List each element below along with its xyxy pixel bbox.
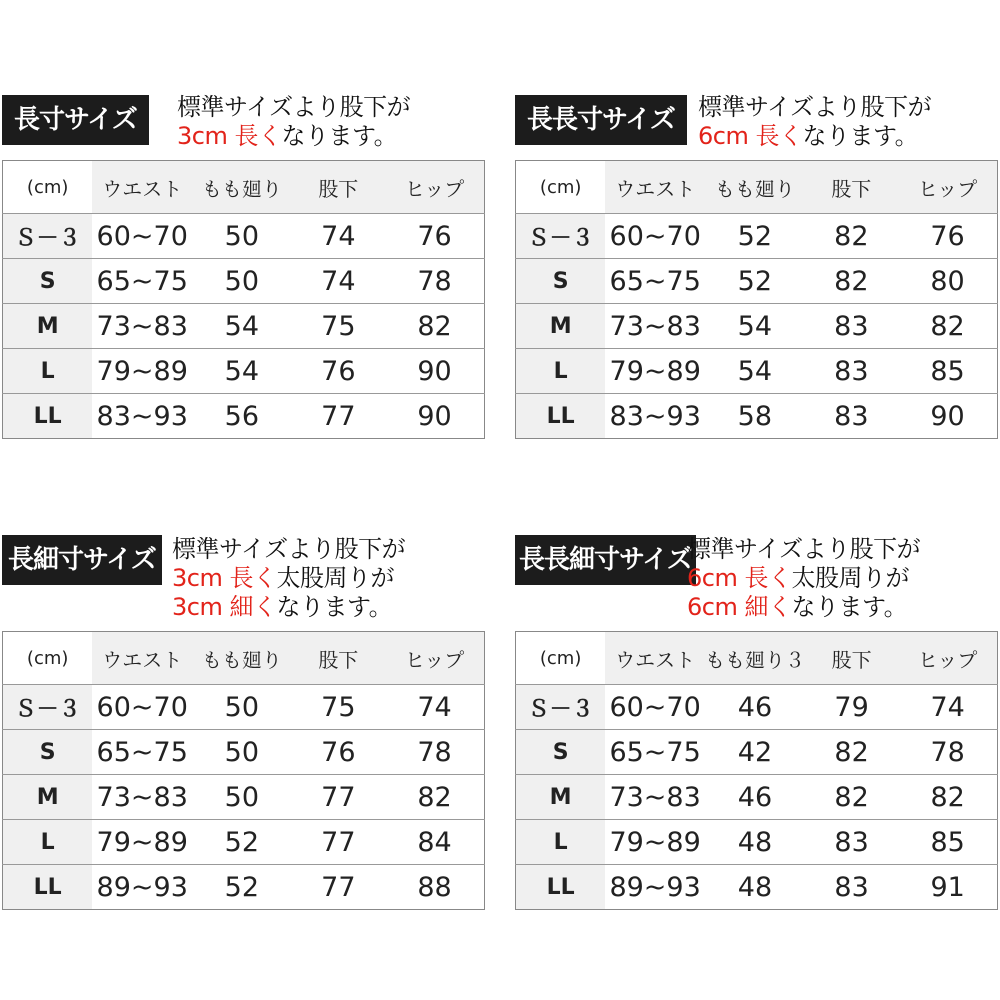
table-cell: 77 <box>321 400 356 432</box>
highlight-text: 6cm 長く <box>687 564 792 592</box>
table-row <box>516 820 998 865</box>
table-cell: 79~89 <box>92 820 192 865</box>
size-label: L <box>3 820 93 865</box>
description-line <box>172 593 405 622</box>
unit-label: (cm) <box>3 632 93 685</box>
table-cell: 52 <box>192 820 291 865</box>
table-cell: 73~83 <box>92 775 192 820</box>
table-cell: 78 <box>385 730 484 775</box>
table-cell: 76 <box>385 214 484 259</box>
description-line <box>687 535 920 564</box>
table-cell: 82 <box>805 730 898 775</box>
size-label: Ｓ－３ <box>516 214 606 259</box>
table-cell: 79 <box>805 685 898 730</box>
description-line <box>698 122 931 151</box>
table-cell: 76 <box>898 214 997 259</box>
table-cell: 82 <box>805 259 899 304</box>
description-line <box>177 93 410 122</box>
size-description <box>177 93 410 151</box>
table-cell: 91 <box>930 871 965 903</box>
table-cell: 79~89 <box>92 349 192 394</box>
size-label: S <box>3 730 93 775</box>
column-header: ウエスト <box>92 161 192 214</box>
table-cell: 52 <box>705 259 804 304</box>
highlight-text: 3cm 細く <box>172 593 277 621</box>
description-line <box>687 564 920 593</box>
table-cell: 54 <box>705 349 804 394</box>
table-cell: 74 <box>292 259 386 304</box>
size-tag: 長長寸サイズ <box>515 95 687 145</box>
table-cell: 73~83 <box>605 304 705 349</box>
table-cell: 54 <box>705 304 804 349</box>
unit-label: (cm) <box>516 632 606 685</box>
table-cell: 82 <box>385 304 484 349</box>
table-cell: 83 <box>834 400 869 432</box>
table-cell: 52 <box>705 214 804 259</box>
column-header: もも廻り３ <box>705 632 805 685</box>
table-cell: 89~93 <box>609 871 701 903</box>
column-header: ヒップ <box>898 632 997 685</box>
table-cell: 54 <box>192 349 291 394</box>
table-cell: 42 <box>705 730 805 775</box>
column-header: 股下 <box>292 632 386 685</box>
table-cell: 73~83 <box>92 304 192 349</box>
table-cell: 56 <box>224 400 260 432</box>
table-cell: 60~70 <box>605 214 705 259</box>
table-cell: 76 <box>292 349 386 394</box>
table-cell: 50 <box>192 214 291 259</box>
table-row <box>3 349 485 394</box>
unit-label: (cm) <box>516 161 606 214</box>
size-label: Ｓ－３ <box>516 685 606 730</box>
size-tag: 長細寸サイズ <box>2 535 162 585</box>
table-cell: 74 <box>385 685 484 730</box>
table-header-row <box>3 632 485 685</box>
description-text: 太股周りが <box>791 564 909 592</box>
size-label: LL <box>3 865 93 910</box>
description-text: 太股周りが <box>276 564 394 592</box>
description-text: なります。 <box>281 122 398 150</box>
description-line <box>698 93 931 122</box>
size-label: S <box>516 259 606 304</box>
table-row <box>516 730 998 775</box>
table-cell: 83 <box>805 349 899 394</box>
column-header: ヒップ <box>385 161 484 214</box>
table-cell: 50 <box>192 685 291 730</box>
table-cell: 60~70 <box>92 685 192 730</box>
table-cell: 82 <box>805 775 898 820</box>
column-header: もも廻り <box>192 161 291 214</box>
table-cell: 75 <box>292 304 386 349</box>
table-cell: 90 <box>930 400 965 432</box>
column-header: ウエスト <box>92 632 192 685</box>
size-table <box>2 631 485 910</box>
table-cell: 85 <box>898 820 997 865</box>
size-description <box>172 535 405 622</box>
table-row <box>3 304 485 349</box>
table-row <box>3 394 485 439</box>
table-cell: 48 <box>705 820 805 865</box>
table-cell: 83~93 <box>609 400 701 432</box>
description-line <box>177 122 410 151</box>
table-cell: 46 <box>705 685 805 730</box>
table-header-row <box>516 161 998 214</box>
size-table <box>2 160 485 439</box>
column-header: もも廻り <box>705 161 804 214</box>
column-header: ウエスト <box>605 161 705 214</box>
table-cell: 52 <box>224 871 260 903</box>
table-header-row <box>3 161 485 214</box>
table-cell: 82 <box>385 775 484 820</box>
size-label: LL <box>516 865 606 910</box>
table-row <box>516 685 998 730</box>
column-header: ヒップ <box>898 161 997 214</box>
table-cell: 83 <box>834 871 869 903</box>
table-cell: 90 <box>417 400 452 432</box>
description-line <box>172 535 405 564</box>
table-cell: 89~93 <box>96 871 188 903</box>
size-label: S <box>3 259 93 304</box>
table-cell: 90 <box>385 349 484 394</box>
table-cell: 75 <box>292 685 386 730</box>
size-label: Ｓ－３ <box>3 214 93 259</box>
table-cell: 78 <box>898 730 997 775</box>
description-line <box>172 564 405 593</box>
column-header: 股下 <box>292 161 386 214</box>
table-cell: 50 <box>192 730 291 775</box>
table-header-row <box>516 632 998 685</box>
table-row <box>3 685 485 730</box>
table-cell: 65~75 <box>605 259 705 304</box>
description-text: 標準サイズより股下が <box>698 93 932 121</box>
size-label: M <box>3 775 93 820</box>
size-label: LL <box>3 394 93 439</box>
table-row <box>3 865 485 910</box>
table-row <box>3 820 485 865</box>
description-text: 標準サイズより股下が <box>177 93 411 121</box>
table-cell: 50 <box>192 775 291 820</box>
size-label: LL <box>516 394 606 439</box>
column-header: ヒップ <box>385 632 484 685</box>
description-text: なります。 <box>802 122 919 150</box>
table-row <box>516 304 998 349</box>
description-text: 標準サイズより股下が <box>172 535 406 563</box>
size-label: M <box>516 304 606 349</box>
table-row <box>3 730 485 775</box>
size-label: L <box>3 349 93 394</box>
table-cell: 82 <box>898 304 997 349</box>
table-cell: 50 <box>192 259 291 304</box>
table-cell: 83 <box>805 304 899 349</box>
highlight-text: 3cm 長く <box>177 122 282 150</box>
table-cell: 65~75 <box>605 730 705 775</box>
table-row <box>516 349 998 394</box>
description-text: 標準サイズより股下が <box>687 535 921 563</box>
size-label: M <box>516 775 606 820</box>
table-cell: 84 <box>385 820 484 865</box>
highlight-text: 6cm 長く <box>698 122 803 150</box>
description-text: なります。 <box>791 593 908 621</box>
size-table <box>515 631 998 910</box>
table-cell: 54 <box>192 304 291 349</box>
column-header: 股下 <box>805 632 898 685</box>
size-label: M <box>3 304 93 349</box>
table-cell: 46 <box>705 775 805 820</box>
table-row <box>516 394 998 439</box>
table-cell: 83 <box>805 820 898 865</box>
table-cell: 85 <box>898 349 997 394</box>
highlight-text: 6cm 細く <box>687 593 792 621</box>
table-cell: 80 <box>898 259 997 304</box>
table-row <box>3 259 485 304</box>
size-label: Ｓ－３ <box>3 685 93 730</box>
table-cell: 88 <box>417 871 452 903</box>
size-label: L <box>516 820 606 865</box>
table-cell: 74 <box>292 214 386 259</box>
table-cell: 77 <box>292 775 386 820</box>
column-header: 股下 <box>805 161 899 214</box>
table-cell: 65~75 <box>92 259 192 304</box>
table-row <box>516 865 998 910</box>
table-row <box>3 214 485 259</box>
size-label: S <box>516 730 606 775</box>
table-cell: 79~89 <box>605 349 705 394</box>
table-row <box>3 775 485 820</box>
size-tag: 長寸サイズ <box>2 95 149 145</box>
table-row <box>516 214 998 259</box>
table-cell: 65~75 <box>92 730 192 775</box>
size-label: L <box>516 349 606 394</box>
table-cell: 78 <box>385 259 484 304</box>
table-row <box>516 775 998 820</box>
table-cell: 79~89 <box>605 820 705 865</box>
table-cell: 60~70 <box>605 685 705 730</box>
description-line <box>687 593 920 622</box>
table-cell: 83~93 <box>96 400 188 432</box>
table-cell: 60~70 <box>92 214 192 259</box>
size-table <box>515 160 998 439</box>
unit-label: (cm) <box>3 161 93 214</box>
size-description <box>687 535 920 622</box>
size-description <box>698 93 931 151</box>
highlight-text: 3cm 長く <box>172 564 277 592</box>
table-row <box>516 259 998 304</box>
table-cell: 58 <box>737 400 773 432</box>
column-header: ウエスト <box>605 632 705 685</box>
table-cell: 77 <box>321 871 356 903</box>
table-cell: 74 <box>898 685 997 730</box>
table-cell: 48 <box>737 871 773 903</box>
description-text: なります。 <box>276 593 393 621</box>
table-cell: 77 <box>292 820 386 865</box>
table-cell: 73~83 <box>605 775 705 820</box>
table-cell: 82 <box>805 214 899 259</box>
table-cell: 76 <box>292 730 386 775</box>
size-tag: 長長細寸サイズ <box>515 535 696 585</box>
column-header: もも廻り <box>192 632 291 685</box>
table-cell: 82 <box>898 775 997 820</box>
